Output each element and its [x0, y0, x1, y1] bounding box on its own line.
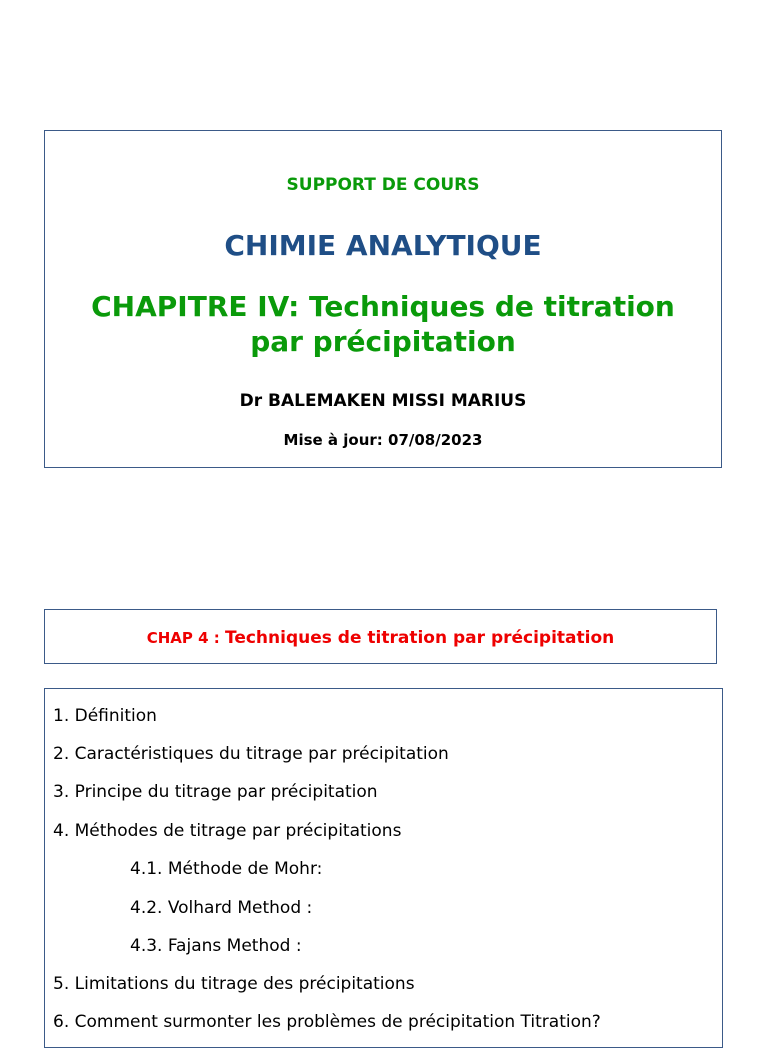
table-of-contents — [44, 688, 723, 1048]
toc-item-limitations: 5. Limitations du titrage des précipitations — [53, 974, 415, 994]
toc-subitem-volhard: 4.2. Volhard Method : — [130, 898, 313, 918]
toc-subitem-mohr: 4.1. Méthode de Mohr: — [130, 859, 323, 879]
chapter-title-line-2: par précipitation — [250, 325, 516, 358]
chapter-title — [45, 289, 721, 359]
chapter-header-title: Techniques de titration par précipitation — [224, 628, 615, 648]
toc-item-characteristics: 2. Caractéristiques du titrage par précipitation — [53, 744, 449, 764]
chapter-header-box — [44, 609, 717, 664]
cover-title-box — [44, 130, 722, 468]
toc-item-overcoming-problems: 6. Comment surmonter les problèmes de précipitation Titration? — [53, 1012, 601, 1032]
author-name: Dr BALEMAKEN MISSI MARIUS — [239, 391, 527, 411]
chapter-title-line-1: CHAPITRE IV: Techniques de titration — [91, 290, 675, 323]
toc-item-definition: 1. Définition — [53, 706, 157, 726]
toc-item-methods: 4. Méthodes de titrage par précipitations — [53, 821, 402, 841]
course-subject-title: CHIMIE ANALYTIQUE — [224, 229, 542, 262]
course-support-label: SUPPORT DE COURS — [286, 175, 480, 195]
toc-item-principle: 3. Principe du titrage par précipitation — [53, 782, 378, 802]
toc-subitem-fajans: 4.3. Fajans Method : — [130, 936, 302, 956]
update-date: Mise à jour: 07/08/2023 — [283, 431, 483, 449]
chapter-header-prefix: CHAP 4 : — [146, 629, 225, 647]
